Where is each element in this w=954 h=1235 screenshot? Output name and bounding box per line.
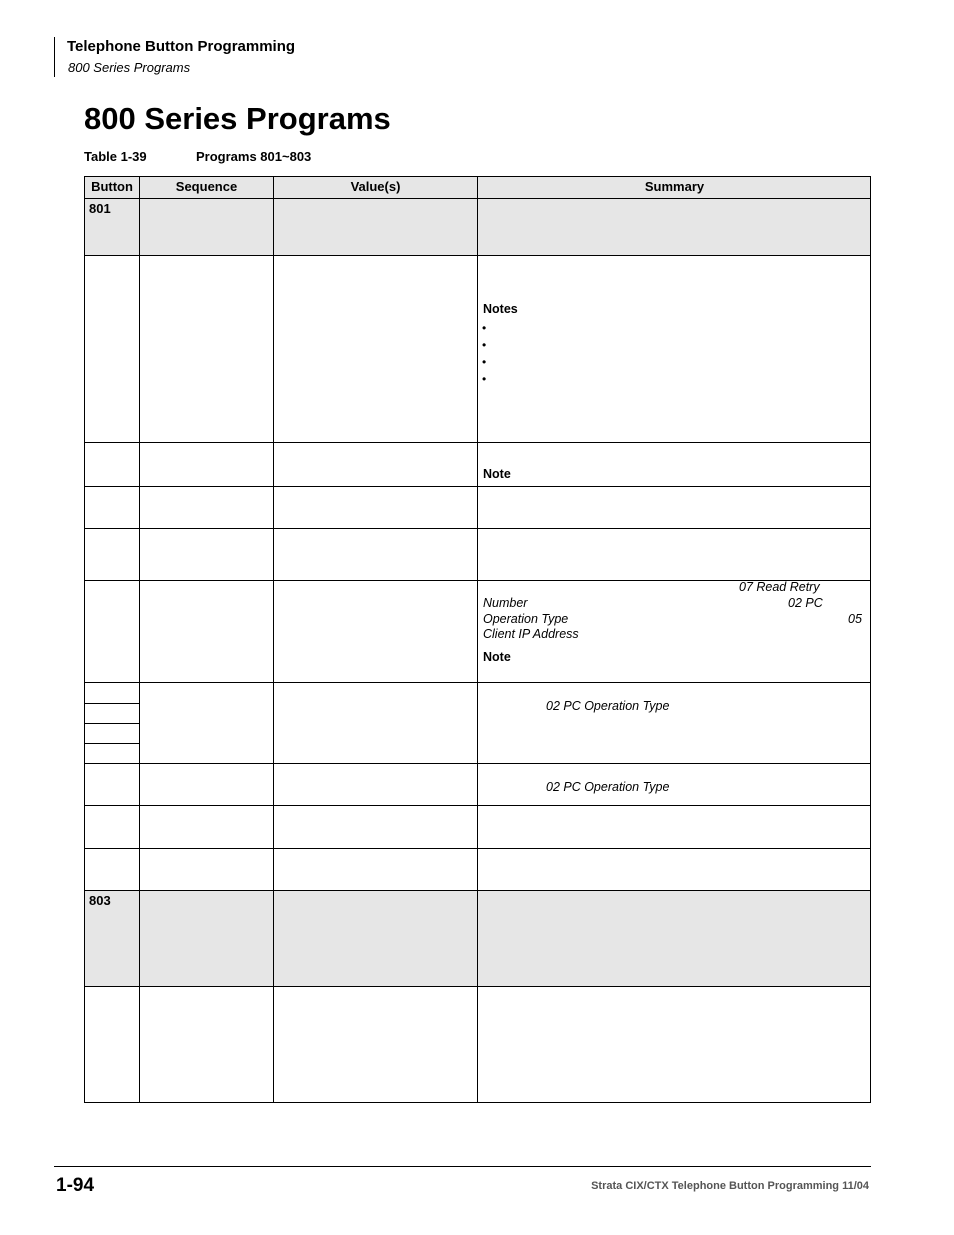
button-cell bbox=[84, 486, 139, 528]
running-header-subtitle: 800 Series Programs bbox=[68, 60, 191, 75]
note-heading: Note bbox=[483, 467, 511, 481]
programs-table bbox=[84, 176, 871, 1103]
notes-heading: Notes bbox=[483, 302, 518, 316]
sequence-cell bbox=[139, 848, 273, 890]
sequence-cell bbox=[139, 580, 273, 682]
summary-cell bbox=[477, 255, 871, 442]
sequence-cell bbox=[139, 986, 273, 1103]
table-caption bbox=[84, 149, 312, 164]
summary-cell bbox=[477, 986, 871, 1103]
page-number: 1-94 bbox=[56, 1175, 95, 1196]
sequence-cell bbox=[139, 805, 273, 848]
button-cell bbox=[84, 848, 139, 890]
values-cell bbox=[273, 528, 477, 580]
column-header-sequence: Sequence bbox=[139, 176, 273, 198]
summary-ref-text: 02 PC bbox=[788, 596, 823, 610]
button-cell bbox=[84, 986, 139, 1103]
values-cell bbox=[273, 442, 477, 486]
summary-ref-text: 05 bbox=[848, 612, 862, 626]
values-cell bbox=[273, 890, 477, 986]
summary-cell bbox=[477, 198, 871, 255]
sequence-cell bbox=[139, 198, 273, 255]
summary-cell bbox=[477, 682, 871, 763]
column-header-values: Value(s) bbox=[273, 176, 477, 198]
summary-ref-text: 02 PC Operation Type bbox=[546, 780, 670, 794]
summary-ref-text: Client IP Address bbox=[483, 627, 579, 641]
summary-ref-text: 02 PC Operation Type bbox=[546, 699, 670, 713]
button-cell bbox=[84, 763, 139, 805]
sequence-cell bbox=[139, 255, 273, 442]
running-header-title: Telephone Button Programming bbox=[67, 38, 296, 55]
note-heading: Note bbox=[483, 650, 511, 664]
button-cell bbox=[84, 528, 139, 580]
summary-cell bbox=[477, 442, 871, 486]
button-cell bbox=[84, 703, 139, 723]
button-cell bbox=[84, 442, 139, 486]
table-title: Programs 801~803 bbox=[196, 149, 312, 164]
values-cell bbox=[273, 580, 477, 682]
sequence-cell bbox=[139, 528, 273, 580]
values-cell bbox=[273, 805, 477, 848]
button-cell-801: 801 bbox=[84, 198, 139, 255]
values-cell bbox=[273, 763, 477, 805]
sequence-cell bbox=[139, 442, 273, 486]
button-cell bbox=[84, 805, 139, 848]
page-title: 800 Series Programs bbox=[84, 101, 391, 136]
column-header-button: Button bbox=[84, 176, 139, 198]
values-cell bbox=[273, 198, 477, 255]
values-cell bbox=[273, 486, 477, 528]
button-cell bbox=[84, 723, 139, 743]
summary-ref-text: 07 Read Retry bbox=[739, 580, 820, 594]
footer-text: Strata CIX/CTX Telephone Button Programming 11/04 bbox=[591, 1180, 869, 1192]
bullet: • bbox=[482, 338, 487, 352]
bullet: • bbox=[482, 321, 487, 335]
summary-cell bbox=[477, 848, 871, 890]
values-cell bbox=[273, 986, 477, 1103]
footer-rule bbox=[54, 1166, 871, 1167]
table-label: Table 1-39 bbox=[84, 149, 147, 164]
header-rule bbox=[54, 37, 55, 77]
button-cell-803: 803 bbox=[84, 890, 139, 986]
button-cell bbox=[84, 682, 139, 703]
summary-cell bbox=[477, 890, 871, 986]
values-cell bbox=[273, 848, 477, 890]
bullet: • bbox=[482, 372, 487, 386]
summary-cell bbox=[477, 763, 871, 805]
summary-cell bbox=[477, 528, 871, 580]
summary-ref-text: Operation Type bbox=[483, 612, 569, 626]
sequence-cell bbox=[139, 763, 273, 805]
summary-cell bbox=[477, 805, 871, 848]
summary-cell bbox=[477, 486, 871, 528]
button-cell bbox=[84, 255, 139, 442]
column-header-summary: Summary bbox=[477, 176, 871, 198]
sequence-cell bbox=[139, 486, 273, 528]
sequence-cell bbox=[139, 682, 273, 763]
button-cell bbox=[84, 743, 139, 763]
values-cell bbox=[273, 682, 477, 763]
summary-ref-text: Number bbox=[483, 596, 528, 610]
button-cell bbox=[84, 580, 139, 682]
values-cell bbox=[273, 255, 477, 442]
sequence-cell bbox=[139, 890, 273, 986]
bullet: • bbox=[482, 355, 487, 369]
